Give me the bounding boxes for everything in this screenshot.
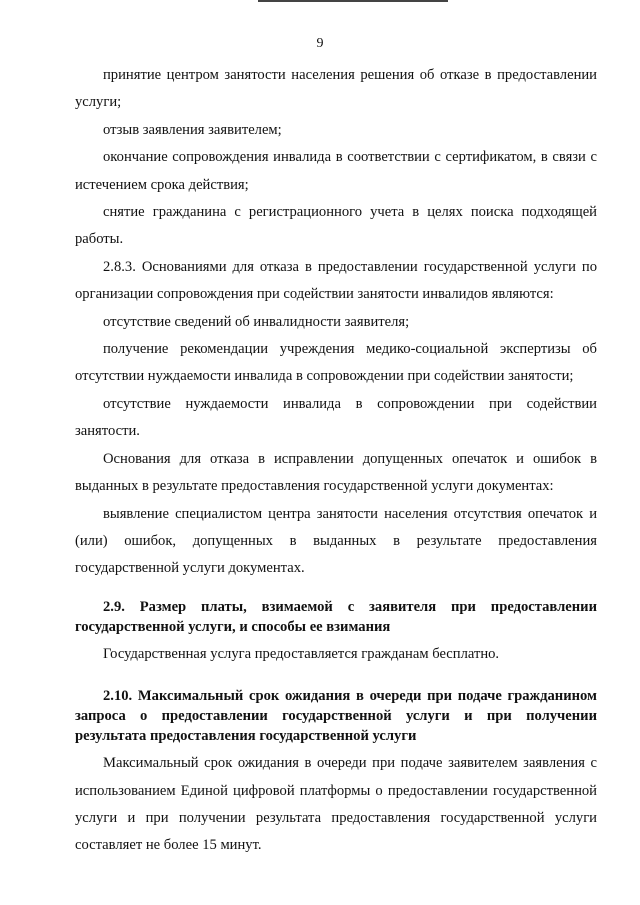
paragraph: снятие гражданина с регистрационного учета в целях поиска подходящей работы.: [75, 204, 597, 248]
paragraph: Основания для отказа в исправлении допущенных опечаток и ошибок в выданных в результате предоставления государственной услуги документах:: [75, 450, 597, 495]
section-heading: 2.9. Размер платы, взимаемой с заявителя при предоставлении государственной услуги, и способы ее взимания: [75, 598, 597, 635]
paragraph: отсутствие нуждаемости инвалида в сопровождении при содействии занятости.: [75, 395, 597, 440]
paragraph: выявление специалистом центра занятости населения отсутствия опечаток и (или) ошибок, допущенных в выданных в результате предоставления государственной услуги документах.: [75, 505, 597, 577]
document-body: [75, 62, 597, 860]
section-heading: 2.10. Максимальный срок ожидания в очереди при подаче гражданином запроса о предоставлении государственной услуги и при получении результата предоставления государственной услуги: [75, 688, 597, 745]
top-rule: [258, 0, 448, 2]
paragraph: 2.8.3. Основаниями для отказа в предоставлении государственной услуги по организации сопровождения при содействии занятости инвалидов являются:: [75, 258, 597, 303]
paragraph: получение рекомендации учреждения медико-социальной экспертизы об отсутствии нуждаемости инвалида в сопровождении при содействии занятости;: [75, 341, 597, 385]
paragraph: Максимальный срок ожидания в очереди при подаче заявителем заявления с использованием Единой цифровой платформы о предоставлении государственной услуги и при получении результата предоставления государственной услуги составляет не более 15 минут.: [75, 755, 597, 854]
paragraph: Государственная услуга предоставляется гражданам бесплатно.: [103, 645, 500, 662]
page-number: 9: [316, 36, 324, 51]
paragraph: окончание сопровождения инвалида в соответствии с сертификатом, в связи с истечением срока действия;: [75, 149, 597, 193]
paragraph: принятие центром занятости населения решения об отказе в предоставлении услуги;: [75, 67, 597, 111]
paragraph: отзыв заявления заявителем;: [103, 121, 282, 138]
paragraph: отсутствие сведений об инвалидности заявителя;: [103, 313, 410, 330]
